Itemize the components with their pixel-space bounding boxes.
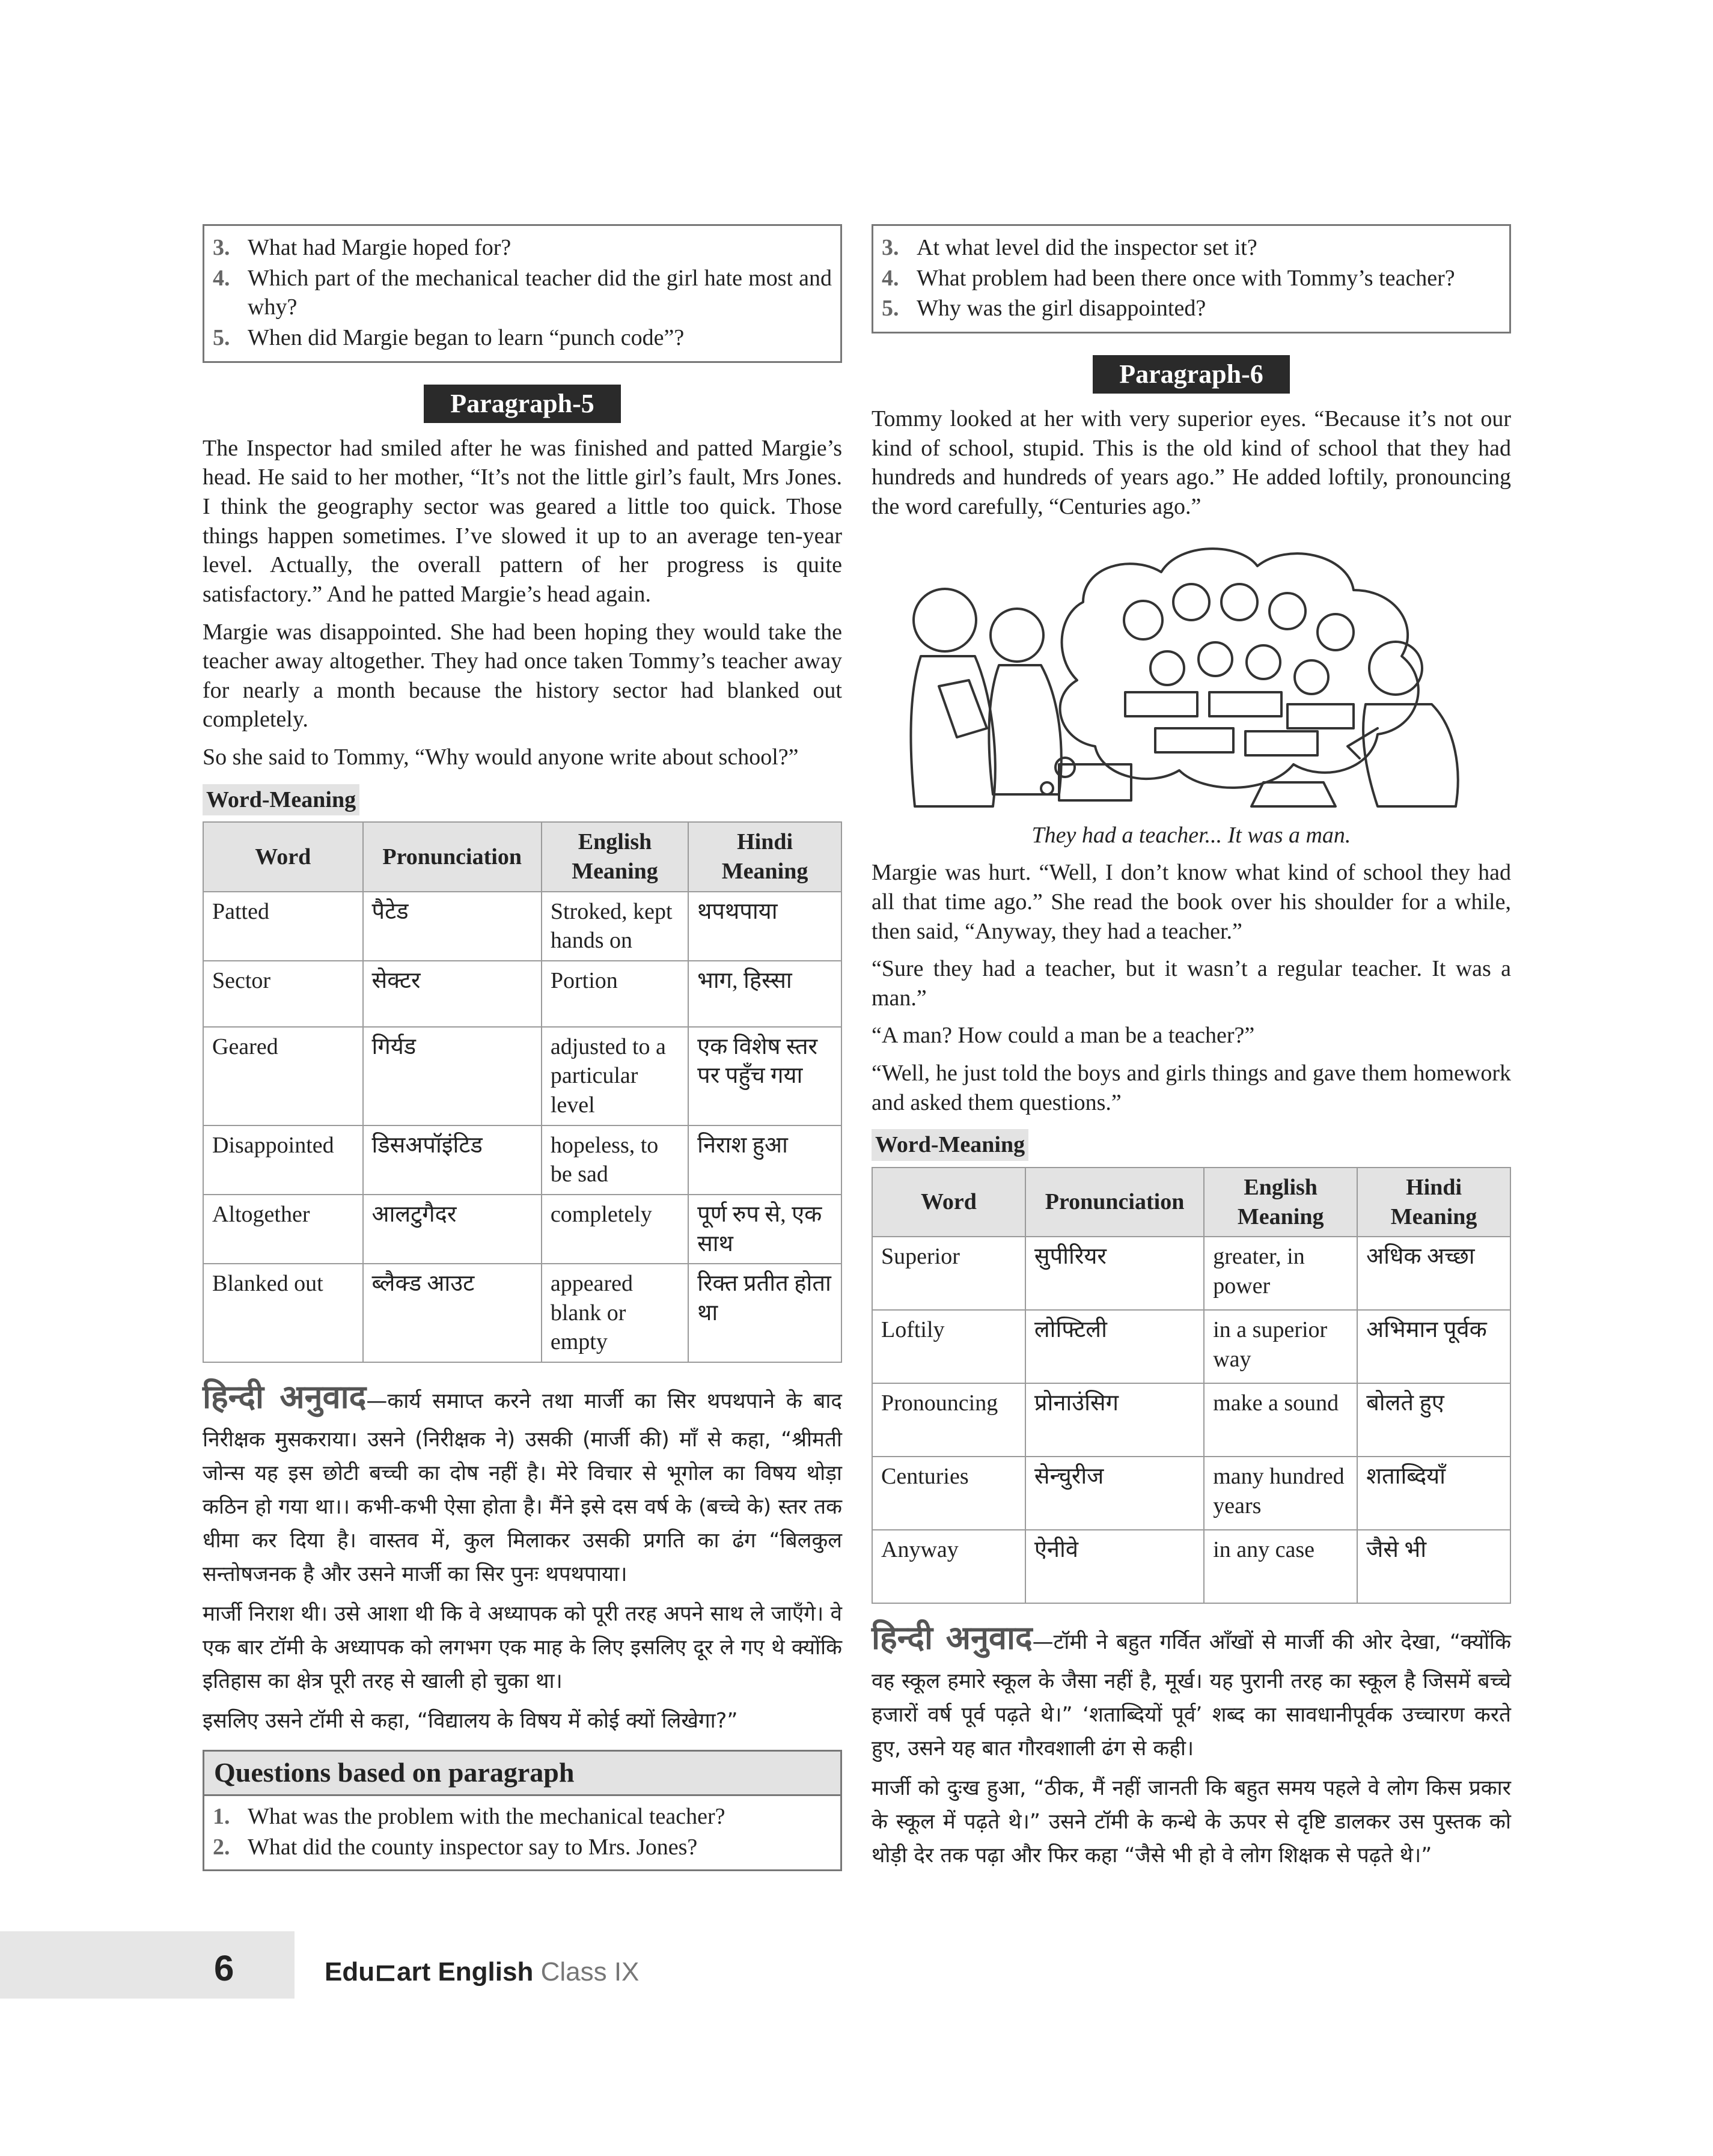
- classroom-illustration: [903, 530, 1480, 812]
- right-column: [872, 224, 1511, 1878]
- table-row: [872, 1383, 1510, 1457]
- col-header-pronunciation: Pronunciation: [1025, 1168, 1204, 1237]
- paragraph-text: Tommy looked at her with very superior eyes. “Because it’s not our kind of school, stupid. This is the old kind of school that they had hundreds and hundreds of years ago.” He added loftily, pronouncing the word carefully, “Centuries ago.”: [872, 406, 1511, 520]
- col-header-word: Word: [203, 822, 363, 891]
- hindi-translation: मार्जी को दुःख हुआ, “ठीक, मैं नहीं जानती कि बहुत समय पहले वे लोग किस प्रकार के स्कूल में पढ़ते थे।” उसने टॉमी के कन्धे के ऊपर से दृष्टि डालकर उस पुस्तक को थोड़ी देर तक पढ़ा और फिर कहा “जैसे भी हो वे लोग शिक्षक से पढ़ते थे।”: [872, 1776, 1511, 1868]
- cell-word: Blanked out: [203, 1264, 363, 1362]
- table-row: [872, 1530, 1510, 1603]
- table-row: [872, 1237, 1510, 1310]
- table-row: [203, 1027, 841, 1125]
- cell-hindi: अधिक अच्छा: [1357, 1237, 1510, 1310]
- col-header-pronunciation: Pronunciation: [363, 822, 542, 891]
- table-row: [203, 1125, 841, 1195]
- cell-english: many hundred years: [1204, 1457, 1357, 1530]
- cell-word: Anyway: [872, 1530, 1025, 1603]
- footer-brand: [325, 1955, 639, 1989]
- paragraph-text: So she said to Tommy, “Why would anyone write about school?”: [203, 745, 799, 770]
- question-item: 3. What had Margie hoped for?: [213, 235, 511, 260]
- table-header-row: [203, 822, 841, 891]
- cell-hindi: थपथपाया: [688, 892, 841, 961]
- word-meaning-table: [203, 821, 842, 1363]
- paragraph-text: The Inspector had smiled after he was finished and patted Margie’s head. He said to her mother, “It’s not the little girl’s fault, Mrs Jones. I think the geography sector was geared a little too quick. Those things happen sometimes. I’ve slowed it up to an average ten-year level. Actually, the overall pattern of her progress is quite satisfactory.” And he patted Margie’s head again.: [203, 435, 842, 607]
- paragraph-text: “Well, he just told the boys and girls things and gave them homework and asked them questions.”: [872, 1061, 1511, 1115]
- cell-pronunciation: गिर्यड: [363, 1027, 542, 1125]
- cell-hindi: निराश हुआ: [688, 1125, 841, 1195]
- cell-word: Loftily: [872, 1310, 1025, 1383]
- hindi-translation: मार्जी निराश थी। उसे आशा थी कि वे अध्यापक को पूरी तरह अपने साथ ले जाएँगे। वे एक बार टॉमी के अध्यापक को लगभग एक माह के लिए इसलिए दूर ले गए थे क्योंकि इतिहास का क्षेत्र पूरी तरह से खाली हो चुका था।: [203, 1602, 842, 1694]
- question-item: 5. When did Margie began to learn “punch code”?: [213, 324, 685, 350]
- cell-pronunciation: डिसअपॉइंटिड: [363, 1125, 542, 1195]
- cell-pronunciation: ब्लैक्ड आउट: [363, 1264, 542, 1362]
- paragraph-text: Margie was hurt. “Well, I don’t know what kind of school they had all that time ago.” She read the book over his shoulder for a while, then said, “Anyway, they had a teacher.”: [872, 860, 1511, 944]
- col-header-hindi: Hindi Meaning: [1357, 1168, 1510, 1237]
- left-top-question-box: [203, 224, 842, 363]
- brand-logo-part-b: art: [396, 1957, 431, 1987]
- col-header-english: English Meaning: [542, 822, 688, 891]
- cell-english: in any case: [1204, 1530, 1357, 1603]
- hindi-heading: हिन्दी अनुवाद: [203, 1378, 367, 1416]
- cell-hindi: शताब्दियाँ: [1357, 1457, 1510, 1530]
- question-item: 2. What did the county inspector say to Mrs. Jones?: [213, 1834, 698, 1860]
- cell-pronunciation: ऐनीवे: [1025, 1530, 1204, 1603]
- paragraph-5-title: Paragraph-5: [424, 385, 621, 423]
- word-meaning-table: [872, 1167, 1511, 1604]
- question-item: 4. Which part of the mechanical teacher did the girl hate most and why?: [213, 265, 832, 320]
- cell-hindi: बोलते हुए: [1357, 1383, 1510, 1457]
- cell-hindi: जैसे भी: [1357, 1530, 1510, 1603]
- cell-word: Sector: [203, 961, 363, 1027]
- table-header-row: [872, 1168, 1510, 1237]
- cell-word: Pronouncing: [872, 1383, 1025, 1457]
- cart-icon: ⊏: [374, 1957, 397, 1987]
- table-row: [203, 1264, 841, 1362]
- cell-word: Geared: [203, 1027, 363, 1125]
- hindi-heading: हिन्दी अनुवाद: [872, 1619, 1033, 1657]
- cell-pronunciation: सेक्टर: [363, 961, 542, 1027]
- cell-english: completely: [542, 1195, 688, 1264]
- col-header-word: Word: [872, 1168, 1025, 1237]
- cell-pronunciation: पैटेड: [363, 892, 542, 961]
- table-row: [203, 1195, 841, 1264]
- word-meaning-label: Word-Meaning: [872, 1129, 1028, 1161]
- cell-english: in a superior way: [1204, 1310, 1357, 1383]
- table-row: [872, 1457, 1510, 1530]
- table-row: [203, 961, 841, 1027]
- paragraph-text: “Sure they had a teacher, but it wasn’t a regular teacher. It was a man.”: [872, 956, 1511, 1011]
- cell-english: Portion: [542, 961, 688, 1027]
- cell-english: Stroked, kept hands on: [542, 892, 688, 961]
- cell-hindi: भाग, हिस्सा: [688, 961, 841, 1027]
- paragraph-text: “A man? How could a man be a teacher?”: [872, 1023, 1255, 1049]
- cell-hindi: अभिमान पूर्वक: [1357, 1310, 1510, 1383]
- cell-pronunciation: सुपीरियर: [1025, 1237, 1204, 1310]
- cell-hindi: पूर्ण रुप से, एक साथ: [688, 1195, 841, 1264]
- brand-subject: English: [430, 1957, 534, 1987]
- col-header-english: English Meaning: [1204, 1168, 1357, 1237]
- cell-english: make a sound: [1204, 1383, 1357, 1457]
- cell-word: Disappointed: [203, 1125, 363, 1195]
- col-header-hindi: Hindi Meaning: [688, 822, 841, 891]
- question-item: 3. At what level did the inspector set it?: [882, 235, 1257, 260]
- right-top-question-box: [872, 224, 1511, 333]
- hindi-translation: हिन्दी अनुवाद—कार्य समाप्त करने तथा मार्जी का सिर थपथपाने के बाद निरीक्षक मुसकराया। उसने (निरीक्षक ने) उसकी (मार्जी की) माँ से कहा, “श्रीमती जोन्स यह इस छोटी बच्ची का दोष नहीं है। मेरे विचार से भूगोल का विषय थोड़ा कठिन हो गया था।। कभी-कभी ऐसा होता है। मैंने इसे दस वर्ष के (बच्चे के) स्तर तक धीमा कर दिया है। वास्तव में, कुल मिलाकर उसकी प्रगति का ढंग “बिलकुल सन्तोषजनक है और उसने मार्जी का सिर पुनः थपथपाया।: [203, 1378, 842, 1587]
- table-row: [872, 1310, 1510, 1383]
- cell-pronunciation: सेन्चुरीज: [1025, 1457, 1204, 1530]
- table-row: [203, 892, 841, 961]
- cell-word: Centuries: [872, 1457, 1025, 1530]
- paragraph-6-title: Paragraph-6: [1093, 355, 1290, 394]
- word-meaning-label: Word-Meaning: [203, 784, 359, 816]
- cell-word: Superior: [872, 1237, 1025, 1310]
- cell-word: Patted: [203, 892, 363, 961]
- paragraph-text: Margie was disappointed. She had been hoping they would take the teacher away altogether. They had once taken Tommy’s teacher away for nearly a month because the history sector had blanked out completely.: [203, 619, 842, 732]
- cell-english: hopeless, to be sad: [542, 1125, 688, 1195]
- cell-word: Altogether: [203, 1195, 363, 1264]
- cell-hindi: रिक्त प्रतीत होता था: [688, 1264, 841, 1362]
- left-column: [203, 224, 842, 1871]
- cell-hindi: एक विशेष स्तर पर पहुँच गया: [688, 1027, 841, 1125]
- question-item: 4. What problem had been there once with Tommy’s teacher?: [882, 265, 1455, 291]
- brand-class: Class IX: [533, 1957, 640, 1987]
- qbp-heading: Questions based on paragraph: [204, 1752, 840, 1796]
- cell-pronunciation: आलटुगैदर: [363, 1195, 542, 1264]
- page-number: 6: [214, 1948, 234, 1988]
- brand-logo-part-a: Edu: [325, 1957, 375, 1987]
- cell-english: adjusted to a particular level: [542, 1027, 688, 1125]
- hindi-translation: इसलिए उसने टॉमी से कहा, “विद्यालय के विषय में कोई क्यों लिखेगा?”: [203, 1709, 738, 1734]
- cell-pronunciation: प्रोनाउंसिग: [1025, 1383, 1204, 1457]
- questions-based-on-paragraph-box: [203, 1750, 842, 1871]
- cell-english: appeared blank or empty: [542, 1264, 688, 1362]
- illustration-caption: They had a teacher... It was a man.: [1031, 822, 1351, 848]
- cell-english: greater, in power: [1204, 1237, 1357, 1310]
- question-item: 1. What was the problem with the mechanical teacher?: [213, 1804, 725, 1830]
- cell-pronunciation: लोफ्टिली: [1025, 1310, 1204, 1383]
- hindi-translation: हिन्दी अनुवाद—टॉमी ने बहुत गर्वित आँखों से मार्जी की ओर देखा, “क्योंकि वह स्कूल हमारे स्कूल के जैसा नहीं है, मूर्ख। यह पुरानी तरह का स्कूल है जिसमें बच्चे हजारों वर्ष पूर्व पढ़ते थे।” ‘शताब्दियों पूर्व’ शब्द का सावधानीपूर्वक उच्चारण करते हुए, उसने यह बात गौरवशाली ढंग से कही।: [872, 1619, 1512, 1761]
- footer-bar: [0, 1931, 295, 1999]
- question-item: 5. Why was the girl disappointed?: [882, 296, 1206, 321]
